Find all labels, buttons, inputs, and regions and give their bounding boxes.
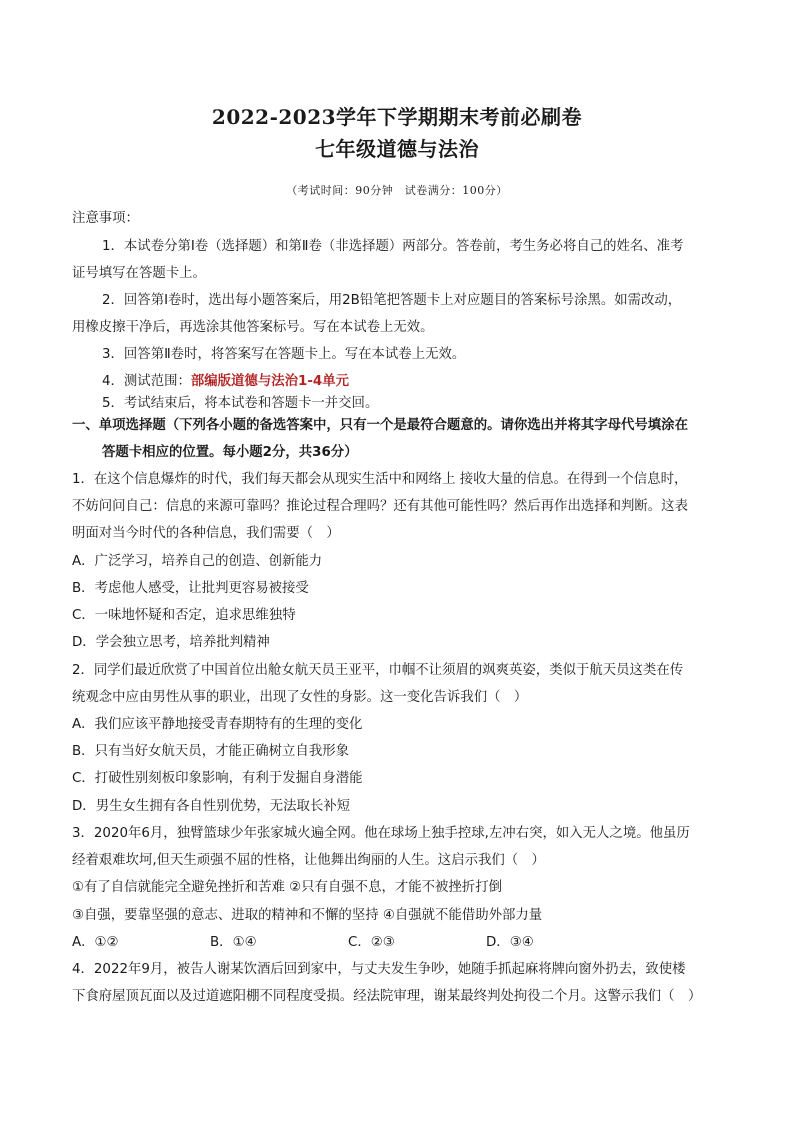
note-4-scope: 部编版道德与法治1-4单元	[190, 374, 349, 389]
q2-option-c: C．打破性别刻板印象影响，有利于发掘自身潜能	[72, 771, 363, 786]
q2-stem-line-1: 2．同学们最近欣赏了中国首位出舱女航天员王亚平，巾帼不让须眉的飒爽英姿，类似于航天员这类在传	[72, 663, 684, 678]
q3-option-b: B．①④	[210, 935, 257, 950]
notes-heading: 注意事项：	[72, 211, 139, 226]
q3-stem-line-2: 经着艰难坎坷,但天生顽强不屈的性格，让他舞出绚丽的人生。这启示我们（ ）	[72, 853, 545, 868]
note-2-line-2: 用橡皮擦干净后，再选涂其他答案标号。写在本试卷上无效。	[72, 320, 434, 335]
q3-option-d: D．③④	[486, 935, 534, 950]
q2-option-d: D．男生女生拥有各自性别优势，无法取长补短	[72, 799, 351, 814]
note-4	[102, 373, 732, 390]
q4-stem-line-2: 下食府屋顶瓦面以及过道遮阳棚不同程度受损。经法院审理，谢某最终判处拘役二个月。这警示我们（ ）	[72, 989, 702, 1004]
q1-stem-line-2: 不妨问问自己：信息的来源可靠吗？推论过程合理吗？还有其他可能性吗？然后再作出选择和判断。这表	[72, 499, 688, 514]
note-2-line-1: 2．回答第Ⅰ卷时，选出每小题答案后，用2B铅笔把答题卡上对应题目的答案标号涂黑。如需改动，	[102, 293, 682, 308]
note-3: 3．回答第Ⅱ卷时，将答案写在答题卡上。写在本试卷上无效。	[102, 347, 466, 362]
q1-option-c: C．一味地怀疑和否定，追求思维独特	[72, 608, 296, 623]
q2-stem-line-2: 统观念中应由男性从事的职业，出现了女性的身影。这一变化告诉我们（ ）	[72, 690, 528, 705]
note-1-line-2: 证号填写在答题卡上。	[72, 266, 206, 281]
q3-option-a: A．①②	[72, 935, 119, 950]
note-5: 5．考试结束后，将本试卷和答题卡一并交回。	[102, 396, 379, 411]
q1-stem-line-1: 1．在这个信息爆炸的时代，我们每天都会从现实生活中和网络上 接收大量的信息。在得到一个信息时，	[72, 472, 688, 487]
section-1-heading-line-2: 答题卡相应的位置。每小题2分，共36分）	[102, 445, 358, 460]
q1-option-a: A．广泛学习，培养自己的创造、创新能力	[72, 554, 323, 569]
note-4-label: 4．测试范围：	[102, 374, 191, 389]
q3-option-c: C．②③	[348, 935, 395, 950]
q2-option-a: A．我们应该平静地接受青春期特有的生理的变化	[72, 717, 363, 732]
q3-statements-2: ③自强，要靠坚强的意志、进取的精神和不懈的坚持 ④自强就不能借助外部力量	[72, 908, 543, 923]
q1-stem-line-3: 明面对当今时代的各种信息，我们需要（ ）	[72, 526, 340, 541]
exam-meta: （考试时间：90分钟 试卷满分：100分）	[286, 184, 508, 197]
exam-title: 2022-2023学年下学期期末考前必刷卷	[211, 105, 583, 129]
q4-stem-line-1: 4．2022年9月，被告人谢某饮酒后回到家中，与丈夫发生争吵，她随手抓起麻将牌向窗外扔去，致使楼	[72, 962, 686, 977]
exam-subtitle: 七年级道德与法治	[315, 137, 479, 161]
q3-statements-1: ①有了自信就能完全避免挫折和苦难 ②只有自强不息，才能不被挫折打倒	[72, 880, 502, 895]
section-1-heading-line-1: 一、单项选择题（下列各小题的备选答案中，只有一个是最符合题意的。请你选出并将其字母代号填涂在	[72, 418, 688, 433]
q3-stem-line-1: 3．2020年6月，独臂篮球少年张家城火遍全网。他在球场上独手控球,左冲右突，如入无人之境。他虽历	[72, 826, 690, 841]
q1-option-d: D．学会独立思考，培养批判精神	[72, 635, 270, 650]
q1-option-b: B．考虑他人感受，让批判更容易被接受	[72, 581, 309, 596]
note-1-line-1: 1．本试卷分第Ⅰ卷（选择题）和第Ⅱ卷（非选择题）两部分。答卷前，考生务必将自己的姓名、准考	[102, 239, 684, 254]
q2-option-b: B．只有当好女航天员，才能正确树立自我形象	[72, 744, 349, 759]
